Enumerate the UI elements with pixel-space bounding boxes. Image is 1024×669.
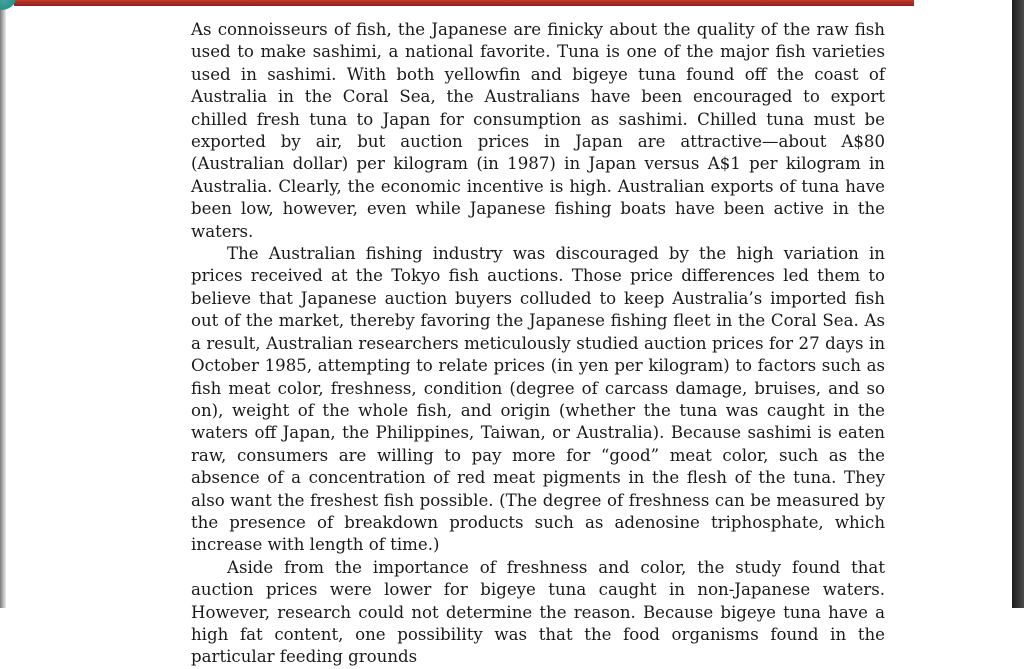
paragraph-1: As connoisseurs of fish, the Japanese are finicky about the quality of the raw fish used to make sashimi, a national favorite. Tuna is one of the major fish varieties used in sashimi. With both yellowfin and bigeye tuna found off the coast of Australia in the Coral Sea, the Australians have been encouraged to export chilled fresh tuna to Japan for consumption as sashimi. Chilled tuna must be exported by air, but auction prices in Japan are attractive—about A$80 (Australian dollar) per kilogram (in 1987) in Japan versus A$1 per kilogram in Australia. Clearly, the economic incentive is high. Australian exports of tuna have been low, however, even while Japanese fishing boats have been active in the waters. bbox=[191, 20, 885, 241]
paragraph-2: The Australian fishing industry was discouraged by the high variation in prices received at the Tokyo fish auctions. Those price differences led them to believe that Japanese auction buyers colluded to keep Australia’s imported fish out of the market, thereby favoring the Japanese fishing fleet in the Coral Sea. As a result, Australian researchers meticulously studied auction prices for 27 days in October 1985, attempting to relate prices (in yen per kilogram) to factors such as fish meat color, freshness, condition (degree of carcass damage, bruises, and so on), weight of the whole fish, and origin (whether the tuna was caught in the waters off Japan, the Philippines, Taiwan, or Australia). Because sashimi is eaten raw, consumers are willing to pay more for “good” meat color, such as the absence of a concentration of red meat pigments in the flesh of the tuna. They also want the freshest fish possible. (The degree of freshness can be measured by the presence of breakdown products such as adenosine triphosphate, which increase with length of time.) bbox=[191, 244, 885, 555]
paragraph-3: Aside from the importance of freshness and color, the study found that auction prices were lower for bigeye tuna caught in non-Japanese waters. However, research could not determine the reason. Because bigeye tuna have a high fat content, one possibility was that the food organisms found in the particular feeding grounds bbox=[191, 557, 885, 667]
page-right-border bbox=[1012, 0, 1024, 608]
article-body bbox=[191, 19, 885, 669]
top-red-rule bbox=[14, 0, 914, 6]
page-left-edge-shadow bbox=[0, 0, 6, 608]
